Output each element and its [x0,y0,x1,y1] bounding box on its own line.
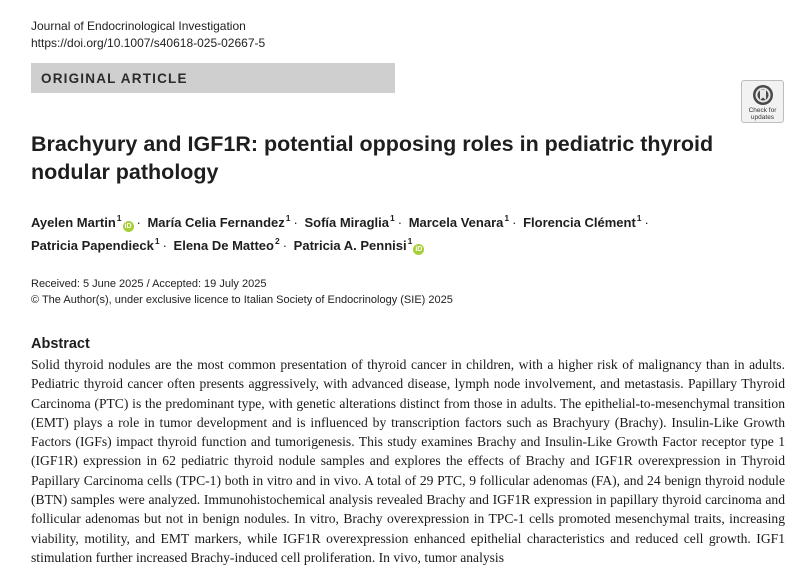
received-accepted: Received: 5 June 2025 / Accepted: 19 July 2025 [31,278,267,290]
check-label-line1: Check for [748,107,777,114]
article-type-label: ORIGINAL ARTICLE [41,70,188,86]
copyright-line: © The Author(s), under exclusive licence to Italian Society of Endocrinology (SIE) 2025 [31,294,453,306]
author-name[interactable]: Sofía Miraglia$^1$ [304,213,395,230]
author-name[interactable]: Ayelen Martin$^1$iD [31,213,132,230]
author-name[interactable]: Marcela Venara$^1$ [408,213,510,230]
check-label-line2: updates [750,114,775,121]
article-type-banner [31,63,395,93]
journal-name: Journal of Endocrinological Investigation [31,19,246,33]
article-title: Brachyury and IGF1R: potential opposing roles in pediatric thyroid nodular pathology [31,132,714,184]
abstract-text: Solid thyroid nodules are the most common presentation of thyroid cancer in children, with a higher risk of malignancy than in adults. Pediatric thyroid cancer often presents aggressively, with advanced disease, lymph node involvement, and metastasis. Papillary Thyroid Carcinoma (PTC) is the predominant type, with genetic alterations distinct from those in adults. The epithelial-to-mesenchymal transition (EMT) plays a role in tumor development and is influenced by transcription factors such as Brachyury (Brachy). Insulin-Like Growth Factors (IGFs) impact thyroid function and tumorigenesis. This study examines Brachy and Insulin-Like Growth Factor receptor type 1 (IGF1R) expression in 62 pediatric thyroid nodule samples and explores the effects of Brachy and IGF1R overexpression in Thyroid Papillary Carcinoma cells (TPC-1) both in vitro and in vivo. A total of 29 PTC, 9 follicular adenomas (FA), and 24 benign thyroid nodule (BTN) samples were analyzed. Immunohistochemical analysis revealed Brachy and IGF1R expression in papillary thyroid carcinoma and follicular adenomas but not in benign nodules. In vitro, Brachy overexpression in TPC-1 cells promoted mesenchymal traits, increasing viability, motility, and EMT markers, while IGF1R overexpression enhanced epithelial characteristics and reduced cell growth. IGF1 stimulation further increased Brachy-induced cell proliferation. In vivo, tumor analysis [31,357,785,565]
bookmark-refresh-icon [752,84,774,106]
author-name[interactable]: Elena De Matteo$^2$ [173,236,280,253]
publication-dates [31,276,453,308]
journal-header [31,18,265,52]
author-name[interactable]: Patricia A. Pennisi$^1$iD [293,236,423,253]
orcid-icon[interactable]: iD [124,223,132,230]
orcid-icon[interactable]: iD [415,246,423,253]
check-for-updates-button[interactable] [741,80,784,123]
check-for-updates-label [749,107,777,121]
abstract-heading: Abstract [31,336,90,352]
doi-link[interactable]: https://doi.org/10.1007/s40618-025-02667-5 [31,36,266,50]
author-name[interactable]: Florencia Clément$^1$ [523,213,642,230]
author-name[interactable]: Patricia Papendieck$^1$ [31,236,160,253]
author-name[interactable]: María Celia Fernandez$^1$ [147,213,291,230]
author-list: Ayelen Martin$^1$iD · María Celia Fernandez$^1$ · Sofía Miraglia$^1$ · Marcela Venara$^1$ · Florencia Clément$^1$ · Patricia Papendieck$^1$ · Elena De Matteo$^2$ · Patricia A. Pennisi$^1$iD [31,213,649,253]
